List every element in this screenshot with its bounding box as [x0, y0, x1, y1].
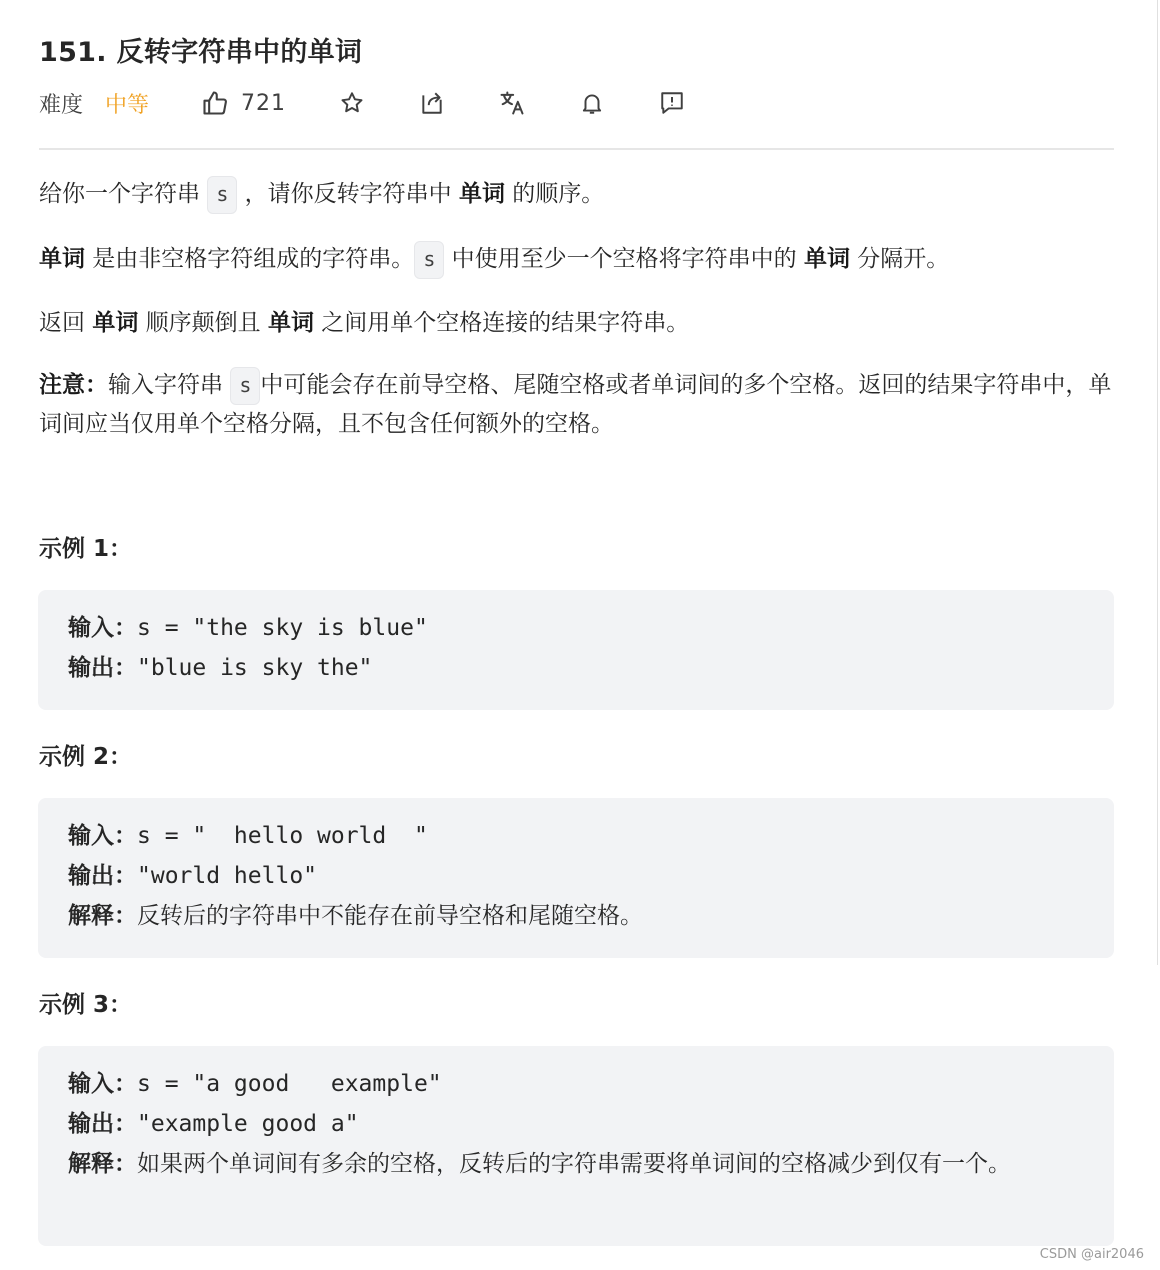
text: 返回 [39, 310, 93, 336]
output-value: "example good a" [137, 1111, 359, 1137]
example-input-line [68, 608, 1084, 648]
example-explain-line [68, 896, 1084, 936]
explain-text: 如果两个单词间有多余的空格，反转后的字符串需要将单词间的空格减少到仅有一个。 [137, 1151, 1011, 1177]
example-2-title: 示例 2： [39, 744, 133, 770]
bold-text: 单词 [267, 310, 314, 336]
text: ，请你反转字符串中 [237, 181, 459, 207]
explain-label: 解释： [68, 903, 137, 929]
example-input-line [68, 1064, 1084, 1104]
description-paragraph-1 [39, 175, 1114, 214]
feedback-icon[interactable] [658, 89, 686, 117]
example-2-block [38, 798, 1114, 958]
difficulty-badge: 中等 [105, 92, 150, 118]
inline-code: s [230, 367, 260, 405]
scrollbar-track [1157, 0, 1158, 965]
problem-meta-bar [39, 86, 686, 120]
text: 分隔开。 [849, 246, 950, 272]
bold-text: 单词 [458, 181, 505, 207]
explain-text: 反转后的字符串中不能存在前导空格和尾随空格。 [137, 903, 643, 929]
output-value: "world hello" [137, 863, 318, 889]
output-label: 输出： [68, 1111, 137, 1137]
input-label: 输入： [68, 615, 137, 641]
inline-code: s [414, 241, 444, 279]
inline-code: s [207, 176, 237, 214]
text: 之间用单个空格连接的结果字符串。 [313, 310, 690, 336]
input-label: 输入： [68, 1071, 137, 1097]
text: 顺序颠倒且 [138, 310, 268, 336]
example-1-title: 示例 1： [39, 536, 133, 562]
input-label: 输入： [68, 823, 137, 849]
example-output-line [68, 648, 1084, 688]
example-output-line [68, 1104, 1084, 1144]
example-3-block [38, 1046, 1114, 1246]
bold-text: 单词 [39, 246, 85, 272]
example-1-block [38, 590, 1114, 710]
header-divider [39, 148, 1114, 150]
translate-icon[interactable] [498, 89, 526, 117]
text: 给你一个字符串 [39, 181, 208, 207]
star-icon[interactable] [338, 89, 366, 117]
output-label: 输出： [68, 863, 137, 889]
note-label: 注意： [39, 372, 108, 398]
example-input-line [68, 816, 1084, 856]
text: 中使用至少一个空格将字符串中的 [444, 246, 804, 272]
example-explain-line [68, 1144, 1084, 1184]
difficulty-label: 难度 [39, 92, 84, 118]
bold-text: 单词 [92, 310, 139, 336]
input-value: s = "a good example" [137, 1071, 442, 1097]
output-label: 输出： [68, 655, 137, 681]
example-3-title: 示例 3： [39, 992, 133, 1018]
text: 中可能会存在前导空格、尾随空格或者单词间的多个空格。返回的结果字符串中，单词间应当仅用单个空格分隔，且不包含任何额外的空格。 [39, 372, 1112, 437]
input-value: s = "the sky is blue" [137, 615, 428, 641]
share-icon[interactable] [418, 89, 446, 117]
text: 的顺序。 [504, 181, 605, 207]
watermark: CSDN @air2046 [1039, 1247, 1144, 1262]
bell-icon[interactable] [578, 89, 606, 117]
problem-title: 151. 反转字符串中的单词 [39, 37, 363, 68]
like-count: 721 [241, 90, 287, 116]
output-value: "blue is sky the" [137, 655, 373, 681]
description-paragraph-3 [39, 304, 1114, 342]
bold-text: 单词 [803, 246, 850, 272]
example-output-line [68, 856, 1084, 896]
text: 是由非空格字符组成的字符串。 [85, 246, 415, 272]
description-paragraph-2 [39, 240, 1114, 279]
description-note [39, 366, 1114, 443]
like-button[interactable] [201, 89, 286, 117]
explain-label: 解释： [68, 1151, 137, 1177]
input-value: s = " hello world " [137, 823, 428, 849]
text: 输入字符串 [108, 372, 231, 398]
thumbs-up-icon [201, 89, 229, 117]
